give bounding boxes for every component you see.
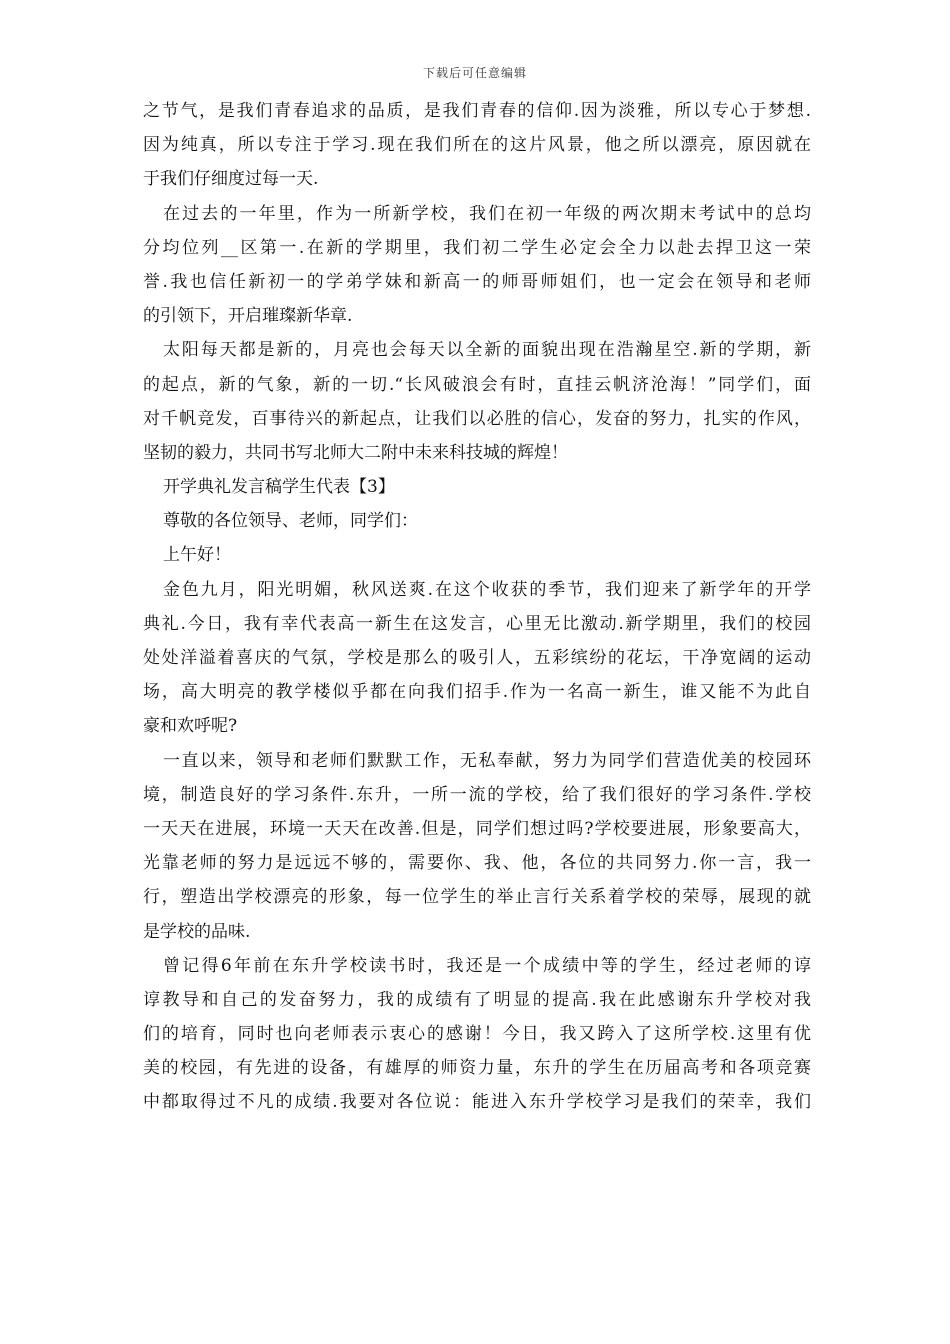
text-line: 行，塑造出学校漂亮的形象，每一位学生的举止言行关系着学校的荣辱，展现的就 [143,887,811,908]
text-line: 一天天在进展，环境一天天在改善.但是，同学们想过吗?学校要进展，形象要高大， [143,818,811,839]
text-line: 坚韧的毅力，共同书写北师大二附中未来科技城的辉煌！ [143,442,568,463]
document-body [143,94,811,1120]
text-line: 的引领下，开启璀璨新华章. [143,306,353,327]
text-line: 们的培育，同时也向老师表示衷心的感谢！今日，我又跨入了这所学校.这里有优 [143,1024,811,1045]
text-line: 在过去的一年里，作为一所新学校，我们在初一年级的两次期末考试中的总均 [163,203,811,224]
text-line: 典礼.今日，我有幸代表高一新生在这发言，心里无比激动.新学期里，我们的校园 [143,613,811,634]
text-line: 是学校的品味. [143,921,251,942]
text-line: 于我们仔细度过每一天. [143,169,319,190]
text-line: 光靠老师的努力是远远不够的，需要你、我、他，各位的共同努力.你一言，我一 [143,853,811,874]
page-header: 下载后可任意编辑 [422,66,527,80]
text-line: 对千帆竞发，百事待兴的新起点，让我们以必胜的信心，发奋的努力，扎实的作风， [143,408,811,429]
text-line: 谆教导和自己的发奋努力，我的成绩有了明显的提高.我在此感谢东升学校对我 [143,989,811,1010]
text-line: 因为纯真，所以专注于学习.现在我们所在的这片风景，他之所以漂亮，原因就在 [143,135,811,156]
text-line: 上午好！ [163,545,231,566]
text-line: 一直以来，领导和老师们默默工作，无私奉献，努力为同学们营造优美的校园环 [163,750,811,771]
text-line: 美的校园，有先进的设备，有雄厚的师资力量，东升的学生在历届高考和各项竞赛 [143,1058,811,1079]
text-line: 誉.我也信任新初一的学弟学妹和新高一的师哥师姐们，也一定会在领导和老师 [143,271,811,292]
text-line: 金色九月，阳光明媚，秋风送爽.在这个收获的季节，我们迎来了新学年的开学 [163,579,811,600]
text-line: 太阳每天都是新的，月亮也会每天以全新的面貌出现在浩瀚星空.新的学期，新 [163,340,811,361]
text-line: 分均位列__区第一.在新的学期里，我们初二学生必定会全力以赴去捍卫这一荣 [143,237,811,258]
text-line: 场，高大明亮的教学楼似乎都在向我们招手.作为一名高一新生，谁又能不为此自 [143,682,811,703]
text-line: 境，制造良好的学习条件.东升，一所一流的学校，给了我们很好的学习条件.学校 [143,784,811,805]
text-line: 之节气，是我们青春追求的品质，是我们青春的信仰.因为淡雅，所以专心于梦想. [143,101,811,121]
text-line: 开学典礼发言稿学生代表【3】 [163,477,395,498]
text-line: 豪和欢呼呢? [143,716,238,737]
text-line: 尊敬的各位领导、老师，同学们： [163,511,418,532]
text-line: 中都取得过不凡的成绩.我要对各位说：能进入东升学校学习是我们的荣幸，我们 [143,1092,811,1113]
text-line: 的起点，新的气象，新的一切.“长风破浪会有时，直挂云帆济沧海！”同学们，面 [143,374,811,395]
text-line: 处处洋溢着喜庆的气氛，学校是那么的吸引人，五彩缤纷的花坛，干净宽阔的运动 [143,648,811,668]
text-line: 曾记得6年前在东升学校读书时，我还是一个成绩中等的学生，经过老师的谆 [163,955,811,976]
